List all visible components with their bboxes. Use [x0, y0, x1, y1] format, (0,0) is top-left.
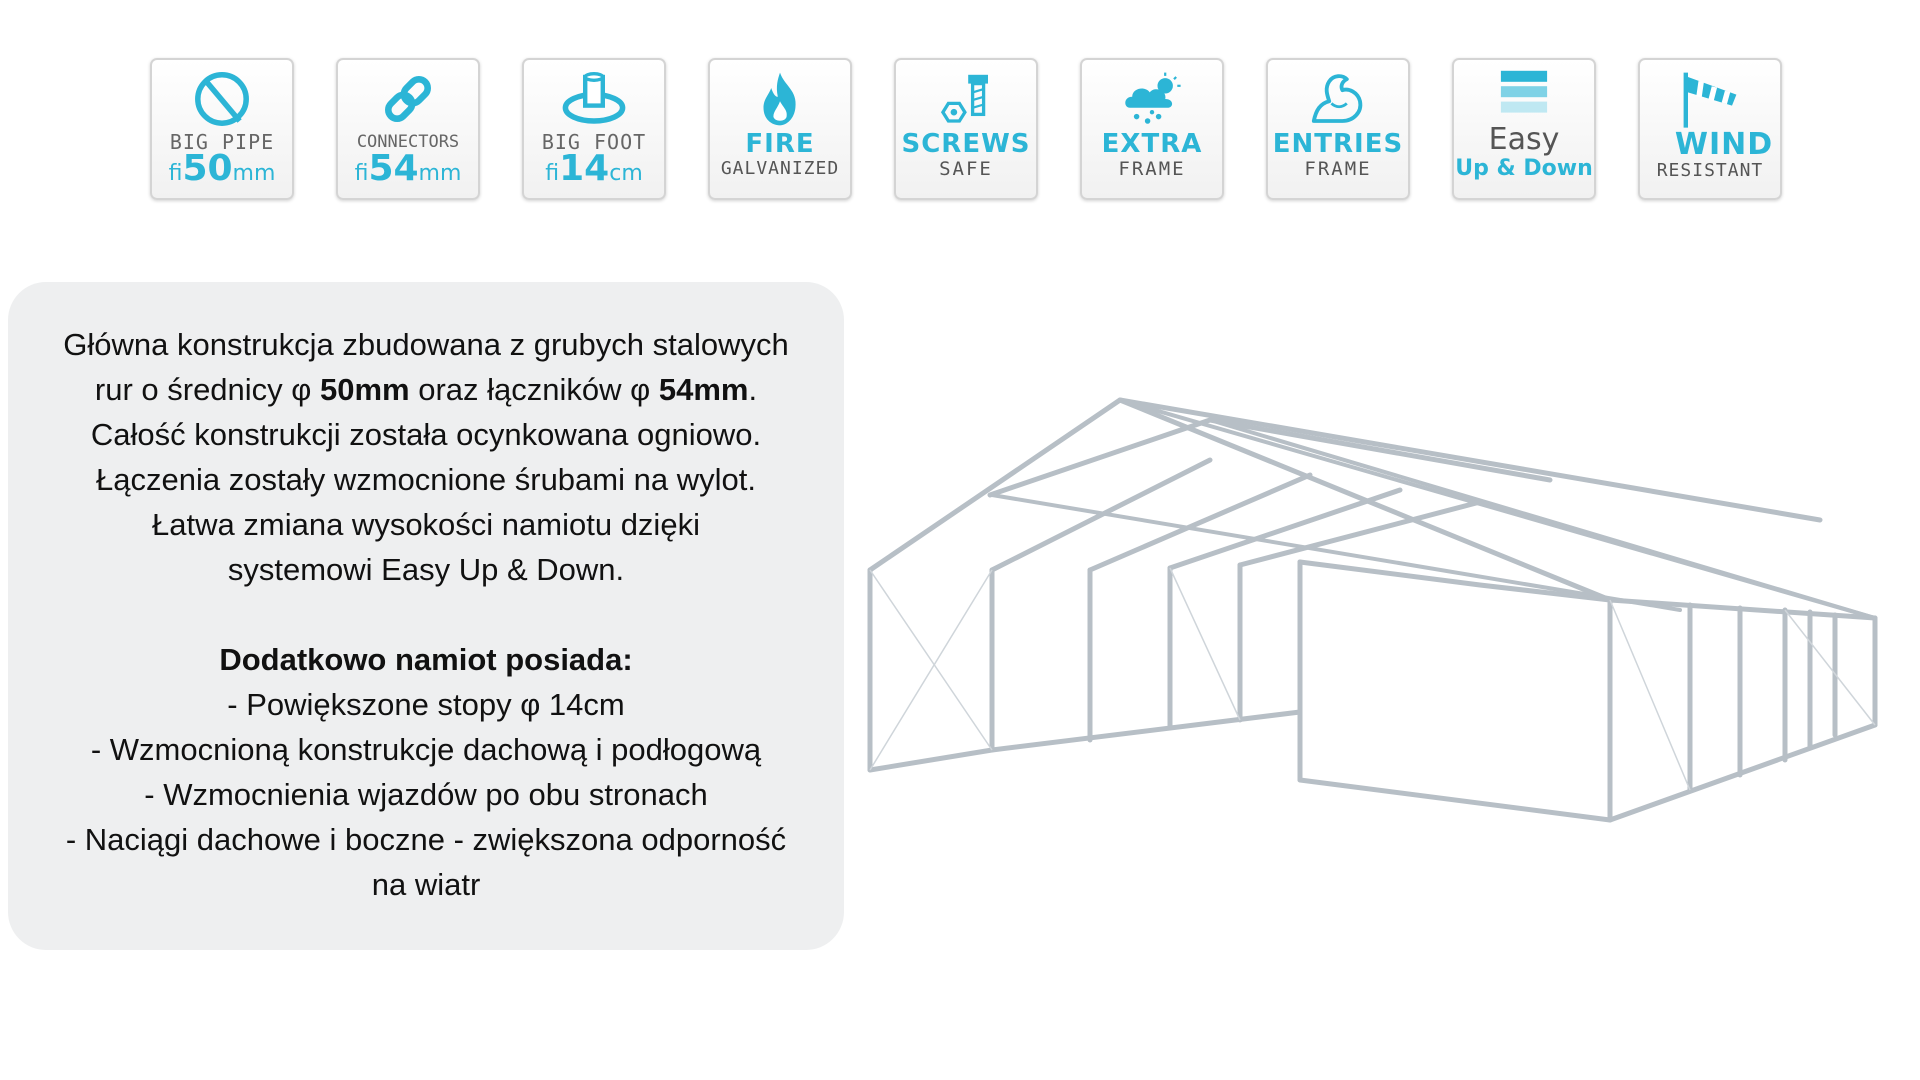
badge-big-foot [522, 58, 666, 200]
badge-sub: GALVANIZED [720, 158, 840, 179]
badge-value: fi14cm [545, 148, 643, 189]
badge-accent: ENTRIES [1272, 129, 1404, 159]
features-heading: Dodatkowo namiot posiada: [219, 642, 633, 677]
badge-label: BIG FOOT [541, 130, 647, 154]
badge-accent: SCREWS [901, 129, 1031, 159]
fire-icon [745, 68, 815, 130]
feature-badges [150, 58, 1782, 200]
badge-easy: Easy [1488, 122, 1560, 157]
tent-frame-image [860, 390, 1920, 870]
description-line: systemowi Easy Up & Down. [227, 552, 625, 587]
badge-easy-up-down [1452, 58, 1596, 200]
badge-fire [708, 58, 852, 200]
badge-up-down: Up & Down [1455, 156, 1593, 181]
description-panel [8, 282, 844, 950]
badge-accent: EXTRA [1101, 129, 1203, 159]
layers-icon [1489, 68, 1559, 122]
badge-sub: RESISTANT [1656, 160, 1764, 181]
description-line: Całość konstrukcji została ocynkowana ogniowo. [90, 417, 762, 452]
strength-icon [1303, 68, 1373, 130]
badge-wind-resistant [1638, 58, 1782, 200]
badge-accent: FIRE [745, 129, 815, 159]
feature-item: - Naciągi dachowe i boczne - zwiększona odporność [65, 822, 787, 857]
description-line: Główna konstrukcja zbudowana z grubych stalowych [63, 327, 789, 362]
windsock-icon [1675, 68, 1745, 130]
badge-label: CONNECTORS [356, 132, 460, 152]
foot-icon [559, 68, 629, 130]
screws-icon [931, 68, 1001, 130]
feature-item: - Wzmocnienia wjazdów po obu stronach [144, 777, 708, 812]
badge-big-pipe [150, 58, 294, 200]
link-icon [373, 68, 443, 130]
badge-extra-frame [1080, 58, 1224, 200]
badge-sub: FRAME [1118, 158, 1186, 180]
badge-label: BIG PIPE [169, 130, 275, 154]
feature-item: - Wzmocnioną konstrukcje dachową i podłogową [90, 732, 762, 767]
badge-sub: SAFE [939, 158, 993, 180]
badge-value: fi54mm [354, 148, 462, 189]
feature-item: na wiatr [371, 867, 481, 902]
badge-accent: WIND [1674, 127, 1774, 162]
description-line: rur o średnicy φ 50mm oraz łączników φ 54mm. [94, 372, 758, 407]
badge-screws [894, 58, 1038, 200]
weather-icon [1117, 68, 1187, 130]
description-line: Łączenia zostały wzmocnione śrubami na wylot. [96, 462, 756, 497]
badge-connectors [336, 58, 480, 200]
pipe-icon [187, 68, 257, 130]
badge-sub: FRAME [1304, 158, 1372, 180]
badge-value: fi50mm [168, 148, 276, 189]
badge-entries-frame [1266, 58, 1410, 200]
feature-item: - Powiększone stopy φ 14cm [227, 687, 625, 722]
description-line: Łatwa zmiana wysokości namiotu dzięki [152, 507, 700, 542]
